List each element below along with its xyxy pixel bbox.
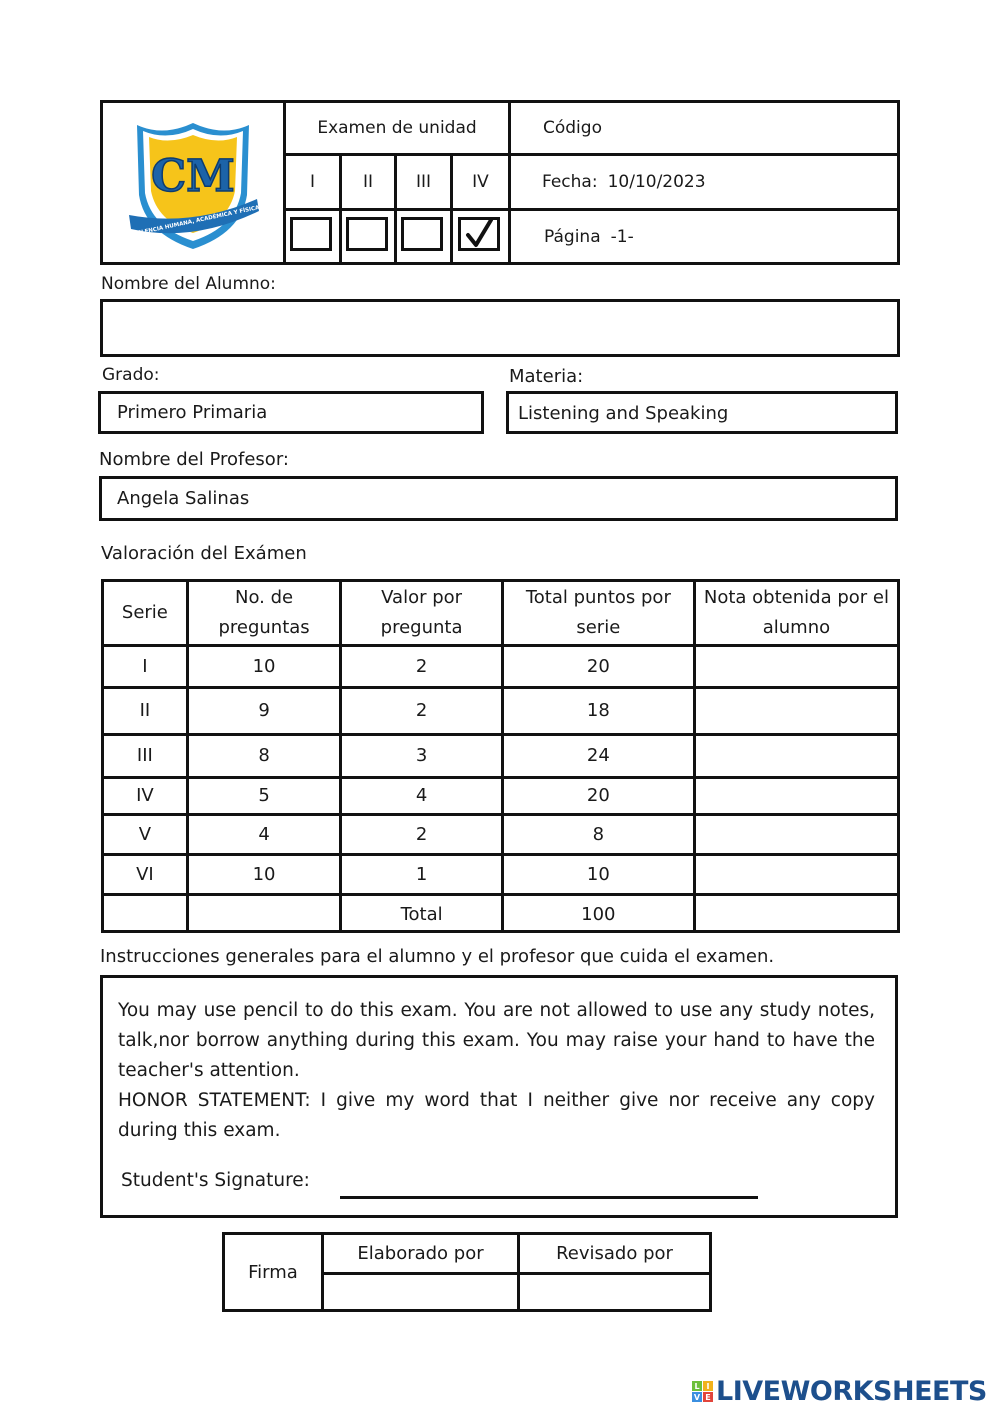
instructions-box (100, 975, 898, 1218)
unit-label-4: IV (472, 172, 489, 192)
cell-total: 20 (502, 778, 694, 815)
revisado-label: Revisado por (556, 1243, 673, 1264)
table-header-row (103, 581, 899, 646)
col-header-total: Total puntos por serie (502, 581, 694, 646)
svg-text:EXCELENCIA HUMANA, ACADÉMICA Y: EXCELENCIA HUMANA, ACADÉMICA Y FÍSICA (125, 204, 260, 240)
student-name-label: Nombre del Alumno: (101, 274, 276, 294)
pagina-label: Página (544, 226, 601, 247)
instructions-paragraph: You may use pencil to do this exam. You are not allowed to use any study notes, talk,nor borrow anything during this exam. You may raise your hand to have the teacher's attention. (118, 1000, 875, 1081)
cell-nota[interactable] (694, 815, 898, 855)
total-label: Total (341, 895, 502, 932)
pagina-field (544, 211, 634, 262)
materia-value: Listening and Speaking (518, 403, 729, 424)
cell-nota[interactable] (694, 688, 898, 735)
table-row (103, 735, 899, 778)
fecha-field (542, 156, 706, 208)
live-tiles-icon: L I V E (692, 1381, 713, 1402)
unit-checkbox-4[interactable] (458, 217, 500, 251)
signature-line[interactable] (340, 1196, 758, 1199)
cell-serie: V (103, 815, 188, 855)
svg-text:CM: CM (151, 151, 235, 202)
materia-label: Materia: (509, 366, 584, 387)
cell-nota[interactable] (694, 646, 898, 688)
profesor-field[interactable] (99, 476, 898, 521)
instructions-title: Instrucciones generales para el alumno y el profesor que cuida el examen. (100, 946, 775, 967)
total-value: 100 (502, 895, 694, 932)
table-row (103, 815, 899, 855)
col-header-nota: Nota obtenida por el alumno (694, 581, 898, 646)
revisado-signature-field[interactable] (520, 1275, 709, 1309)
cell-nota[interactable] (694, 735, 898, 778)
fecha-value: 10/10/2023 (607, 172, 706, 192)
cell-total: 8 (502, 815, 694, 855)
cell-serie: IV (103, 778, 188, 815)
cell-serie: III (103, 735, 188, 778)
cell-serie: II (103, 688, 188, 735)
unit-checkbox-2[interactable] (346, 217, 388, 251)
student-name-field[interactable] (100, 299, 900, 357)
cell-total: 18 (502, 688, 694, 735)
cell-serie: VI (103, 855, 188, 895)
cell-total: 24 (502, 735, 694, 778)
cell-empty (103, 895, 188, 932)
fecha-label: Fecha: (542, 172, 598, 192)
grado-label: Grado: (102, 365, 160, 385)
table-total-row (103, 895, 899, 932)
cell-valor: 3 (341, 735, 502, 778)
cell-nota[interactable] (694, 778, 898, 815)
cell-preguntas: 10 (187, 646, 341, 688)
cell-valor: 1 (341, 855, 502, 895)
unit-label-2: II (362, 172, 374, 192)
checkmark-icon (463, 218, 495, 250)
cell-preguntas: 5 (187, 778, 341, 815)
table-row (103, 855, 899, 895)
cell-serie: I (103, 646, 188, 688)
elaborado-label: Elaborado por (357, 1243, 484, 1264)
cell-valor: 4 (341, 778, 502, 815)
cell-valor: 2 (341, 646, 502, 688)
codigo-label: Código (543, 118, 602, 138)
cell-valor: 2 (341, 688, 502, 735)
signature-label: Student's Signature: (121, 1170, 310, 1191)
cell-total: 20 (502, 646, 694, 688)
liveworksheets-logo (692, 1376, 987, 1407)
grado-field[interactable] (98, 391, 484, 434)
honor-statement: HONOR STATEMENT: I give my word that I neither give nor receive any copy during this exam. (118, 1090, 875, 1141)
unit-label-3: III (415, 172, 432, 192)
cell-empty (187, 895, 341, 932)
valoracion-table (101, 579, 900, 933)
firma-table (222, 1232, 712, 1312)
cell-total: 10 (502, 855, 694, 895)
unit-checkbox-1[interactable] (290, 217, 332, 251)
materia-field[interactable] (506, 391, 898, 434)
exam-header (100, 100, 900, 265)
table-row (103, 646, 899, 688)
cell-nota-total[interactable] (694, 895, 898, 932)
liveworksheets-text: LIVEWORKSHEETS (716, 1376, 987, 1407)
cell-valor: 2 (341, 815, 502, 855)
profesor-label: Nombre del Profesor: (99, 449, 289, 470)
exam-title: Examen de unidad (317, 118, 477, 138)
col-header-valor: Valor por pregunta (341, 581, 502, 646)
col-header-serie: Serie (103, 581, 188, 646)
cell-preguntas: 8 (187, 735, 341, 778)
firma-label: Firma (248, 1261, 298, 1283)
col-header-preguntas: No. de preguntas (187, 581, 341, 646)
table-row (103, 688, 899, 735)
unit-label-1: I (309, 172, 315, 192)
cell-preguntas: 4 (187, 815, 341, 855)
cell-preguntas: 10 (187, 855, 341, 895)
elaborado-signature-field[interactable] (324, 1275, 517, 1309)
unit-checkbox-3[interactable] (401, 217, 443, 251)
cell-preguntas: 9 (187, 688, 341, 735)
grado-value: Primero Primaria (117, 402, 268, 423)
valoracion-title: Valoración del Exámen (101, 543, 307, 564)
cell-nota[interactable] (694, 855, 898, 895)
shield-logo-icon (123, 115, 263, 253)
pagina-value: -1- (610, 226, 634, 247)
school-logo (123, 115, 263, 253)
table-row (103, 778, 899, 815)
profesor-value: Angela Salinas (117, 488, 250, 509)
